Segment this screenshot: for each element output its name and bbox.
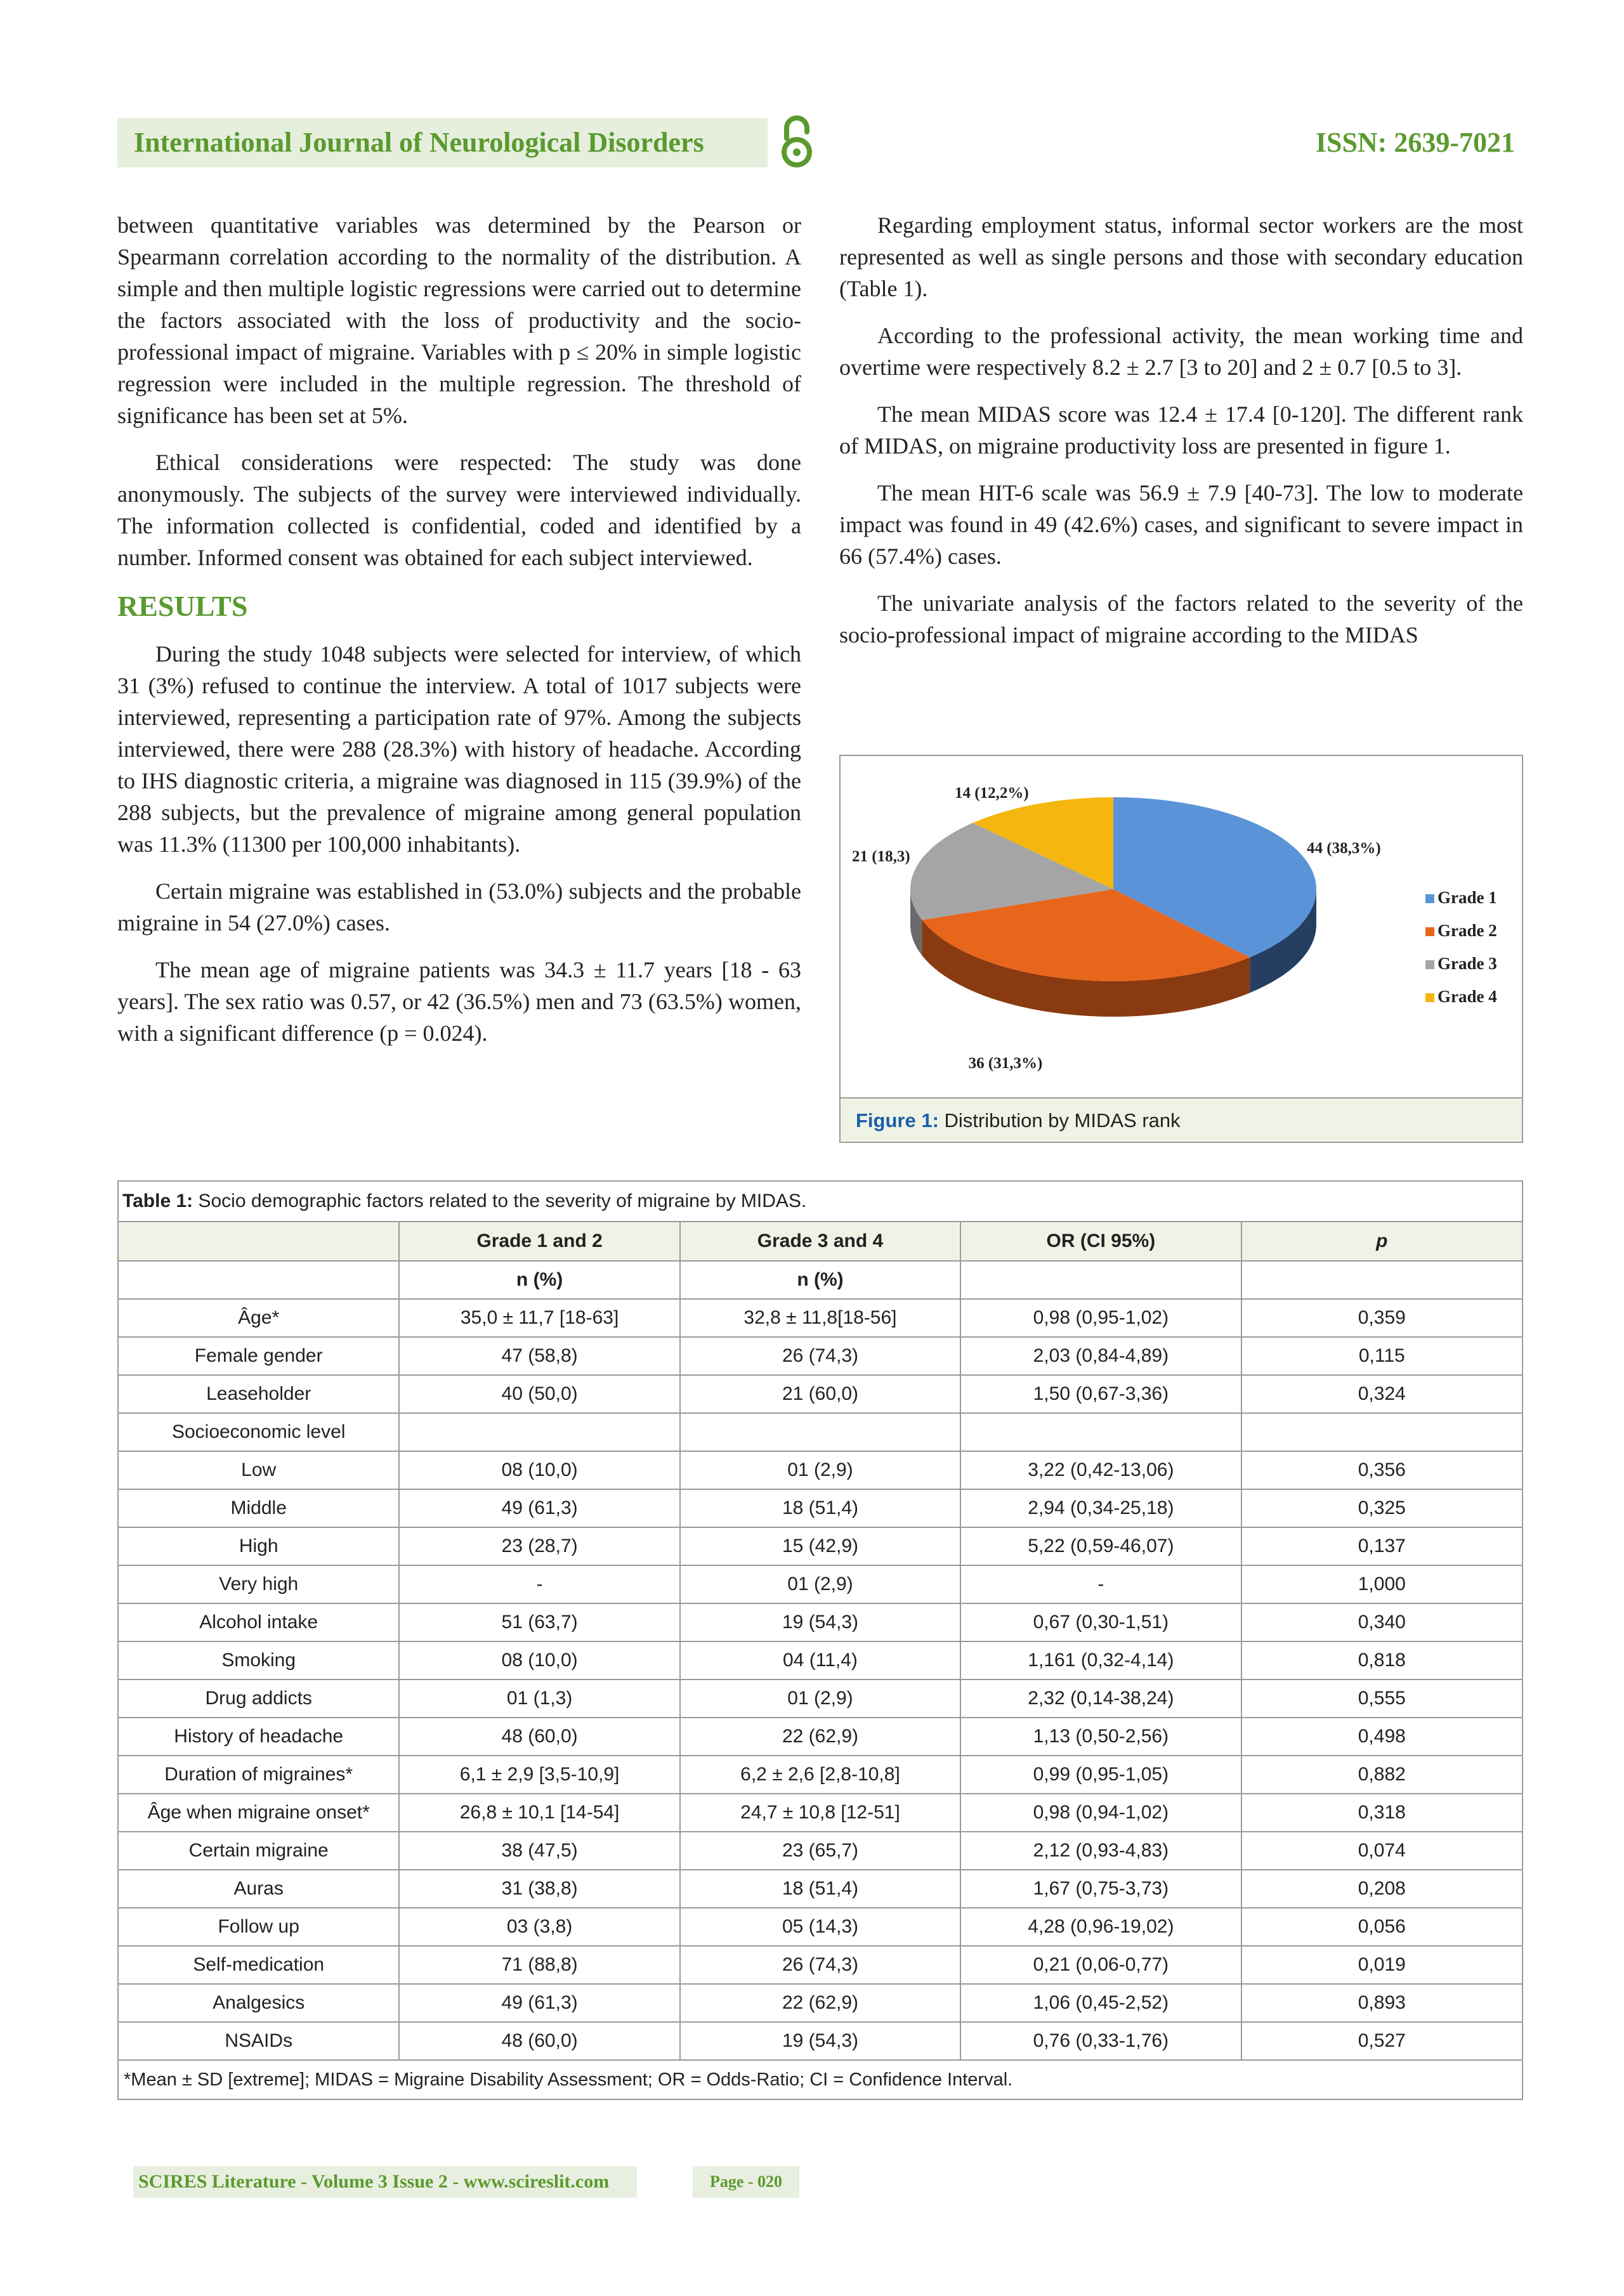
- table-cell: 0,356: [1241, 1451, 1522, 1489]
- table-cell: Alcohol intake: [119, 1603, 399, 1641]
- table-cell: 23 (65,7): [680, 1832, 960, 1870]
- header-cell: Grade 1 and 2: [399, 1222, 679, 1261]
- right-column: [839, 209, 1523, 666]
- table-cell: Female gender: [119, 1337, 399, 1375]
- subheader-cell: [119, 1261, 399, 1299]
- table-row: [119, 1299, 1522, 1337]
- table-cell: 26 (74,3): [680, 1946, 960, 1984]
- table-cell: 0,324: [1241, 1375, 1522, 1413]
- table-cell: 0,882: [1241, 1756, 1522, 1794]
- legend-label-3: Grade 3: [1437, 954, 1497, 973]
- table-cell: 26 (74,3): [680, 1337, 960, 1375]
- table-cell: [399, 1413, 679, 1451]
- table-row: [119, 1451, 1522, 1489]
- table-subheader-row: [119, 1261, 1522, 1299]
- table-cell: 0,76 (0,33-1,76): [960, 2022, 1241, 2060]
- table-cell: 15 (42,9): [680, 1527, 960, 1565]
- table-cell: 0,056: [1241, 1908, 1522, 1946]
- table-row: [119, 1337, 1522, 1375]
- table-cell: 2,94 (0,34-25,18): [960, 1489, 1241, 1527]
- table-cell: 2,12 (0,93-4,83): [960, 1832, 1241, 1870]
- table-row: [119, 1375, 1522, 1413]
- table-cell: 26,8 ± 10,1 [14-54]: [399, 1794, 679, 1832]
- table-cell: 1,161 (0,32-4,14): [960, 1641, 1241, 1680]
- table-cell: Drug addicts: [119, 1680, 399, 1718]
- table-cell: 51 (63,7): [399, 1603, 679, 1641]
- issn: ISSN: 2639-7021: [1315, 127, 1515, 158]
- left-paragraph-2: Ethical considerations were respected: The study was done anonymously. The subjects of the survey were interviewed individually. The information collected is confidential, coded and identified by a number. Informed consent was obtained for each subject interviewed.: [117, 450, 801, 570]
- table-title: [119, 1182, 1522, 1221]
- table-cell: 0,99 (0,95-1,05): [960, 1756, 1241, 1794]
- table-cell: NSAIDs: [119, 2022, 399, 2060]
- figure-caption: [841, 1097, 1522, 1142]
- left-paragraph-1: between quantitative variables was determined by the Pearson or Spearmann correlation according to the normality of the distribution. A simple and then multiple logistic regressions were carried out to determine the factors associated with the loss of productivity and the socio-professional impact of migraine. Variables with p ≤ 20% in simple logistic regression were included in the multiple regression. The threshold of significance has been set at 5%.: [117, 212, 801, 428]
- header-cell: Grade 3 and 4: [680, 1222, 960, 1261]
- journal-title: International Journal of Neurological Disorders: [117, 118, 768, 167]
- table-label: Table 1:: [122, 1190, 193, 1211]
- table-cell: 05 (14,3): [680, 1908, 960, 1946]
- pie-chart: [841, 756, 1522, 1099]
- table-row: [119, 1680, 1522, 1718]
- table-cell: 0,137: [1241, 1527, 1522, 1565]
- table-cell: [680, 1413, 960, 1451]
- table-cell: 49 (61,3): [399, 1984, 679, 2022]
- figure-caption-text: Distribution by MIDAS rank: [938, 1109, 1181, 1132]
- table-cell: 04 (11,4): [680, 1641, 960, 1680]
- footer-page: Page - 020: [693, 2166, 799, 2198]
- table-cell: 03 (3,8): [399, 1908, 679, 1946]
- table-cell: 0,21 (0,06-0,77): [960, 1946, 1241, 1984]
- table-cell: Duration of migraines*: [119, 1756, 399, 1794]
- table-cell: 01 (2,9): [680, 1565, 960, 1603]
- header-cell: p: [1241, 1222, 1522, 1261]
- table-cell: 0,208: [1241, 1870, 1522, 1908]
- open-access-icon: [778, 114, 816, 171]
- table-cell: 18 (51,4): [680, 1489, 960, 1527]
- table-cell: Smoking: [119, 1641, 399, 1680]
- table-cell: 0,818: [1241, 1641, 1522, 1680]
- data-label-2: 36 (31,3%): [968, 1055, 1043, 1072]
- table-cell: 40 (50,0): [399, 1375, 679, 1413]
- table-row: [119, 1946, 1522, 1984]
- table-cell: Analgesics: [119, 1984, 399, 2022]
- table-row: [119, 1908, 1522, 1946]
- table-cell: 0,498: [1241, 1718, 1522, 1756]
- table-cell: 32,8 ± 11,8[18-56]: [680, 1299, 960, 1337]
- table-cell: 48 (60,0): [399, 1718, 679, 1756]
- table-cell: Auras: [119, 1870, 399, 1908]
- table-cell: 1,000: [1241, 1565, 1522, 1603]
- table-cell: 38 (47,5): [399, 1832, 679, 1870]
- data-table: [119, 1221, 1522, 2061]
- header-cell: OR (CI 95%): [960, 1222, 1241, 1261]
- figure-caption-label: Figure 1:: [856, 1109, 939, 1132]
- table-row: [119, 1565, 1522, 1603]
- table-cell: 22 (62,9): [680, 1718, 960, 1756]
- table-cell: High: [119, 1527, 399, 1565]
- table-cell: 0,074: [1241, 1832, 1522, 1870]
- table-cell: Leaseholder: [119, 1375, 399, 1413]
- table-cell: 0,98 (0,94-1,02): [960, 1794, 1241, 1832]
- table-cell: 4,28 (0,96-19,02): [960, 1908, 1241, 1946]
- table-cell: 31 (38,8): [399, 1870, 679, 1908]
- table-row: [119, 1794, 1522, 1832]
- table-cell: 1,06 (0,45-2,52): [960, 1984, 1241, 2022]
- legend-swatch-3: [1425, 960, 1434, 969]
- table-cell: 08 (10,0): [399, 1641, 679, 1680]
- table-cell: 0,019: [1241, 1946, 1522, 1984]
- table-row: [119, 1641, 1522, 1680]
- right-paragraph-3: The mean MIDAS score was 12.4 ± 17.4 [0-120]. The different rank of MIDAS, on migraine productivity loss are presented in figure 1.: [839, 401, 1523, 459]
- table-row: [119, 1984, 1522, 2022]
- table-cell: 19 (54,3): [680, 2022, 960, 2060]
- legend-swatch-4: [1425, 993, 1434, 1002]
- legend-label-1: Grade 1: [1437, 888, 1497, 907]
- table-cell: 01 (1,3): [399, 1680, 679, 1718]
- table-cell: Low: [119, 1451, 399, 1489]
- table-row: [119, 1527, 1522, 1565]
- table-cell: 0,527: [1241, 2022, 1522, 2060]
- table-cell: 3,22 (0,42-13,06): [960, 1451, 1241, 1489]
- table-cell: 48 (60,0): [399, 2022, 679, 2060]
- table-cell: 1,50 (0,67-3,36): [960, 1375, 1241, 1413]
- table-cell: Âge*: [119, 1299, 399, 1337]
- table-cell: 0,325: [1241, 1489, 1522, 1527]
- right-paragraph-2: According to the professional activity, the mean working time and overtime were respectively 8.2 ± 2.7 [3 to 20] and 2 ± 0.7 [0.5 to 3].: [839, 323, 1523, 380]
- table-cell: 0,318: [1241, 1794, 1522, 1832]
- table-row: [119, 2022, 1522, 2060]
- table-cell: 0,555: [1241, 1680, 1522, 1718]
- table-cell: 0,67 (0,30-1,51): [960, 1603, 1241, 1641]
- table-cell: 2,32 (0,14-38,24): [960, 1680, 1241, 1718]
- table-cell: Socioeconomic level: [119, 1413, 399, 1451]
- data-label-4: 14 (12,2%): [955, 785, 1029, 802]
- table-cell: -: [960, 1565, 1241, 1603]
- table-cell: 1,67 (0,75-3,73): [960, 1870, 1241, 1908]
- table-cell: 0,98 (0,95-1,02): [960, 1299, 1241, 1337]
- data-label-3: 21 (18,3): [852, 848, 910, 865]
- table-cell: 01 (2,9): [680, 1451, 960, 1489]
- table-row: [119, 1413, 1522, 1451]
- legend-swatch-2: [1425, 927, 1434, 936]
- table-cell: Self-medication: [119, 1946, 399, 1984]
- legend-label-2: Grade 2: [1437, 921, 1497, 940]
- table-cell: -: [399, 1565, 679, 1603]
- table-cell: Very high: [119, 1565, 399, 1603]
- table-cell: 6,1 ± 2,9 [3,5-10,9]: [399, 1756, 679, 1794]
- table-cell: History of headache: [119, 1718, 399, 1756]
- left-paragraph-5: The mean age of migraine patients was 34.3 ± 11.7 years [18 - 63 years]. The sex ratio was 0.57, or 42 (36.5%) men and 73 (63.5%) women, with a significant difference (p = 0.024).: [117, 957, 801, 1046]
- table-cell: 0,115: [1241, 1337, 1522, 1375]
- table-cell: 0,359: [1241, 1299, 1522, 1337]
- table-row: [119, 1603, 1522, 1641]
- table-cell: [960, 1413, 1241, 1451]
- table-1: [117, 1180, 1523, 2100]
- table-cell: 2,03 (0,84-4,89): [960, 1337, 1241, 1375]
- left-paragraph-3: During the study 1048 subjects were selected for interview, of which 31 (3%) refused to continue the interview. A total of 1017 subjects were interviewed, representing a participation rate of 97%. Among the subjects interviewed, there were 288 (28.3%) with history of headache. According to IHS diagnostic criteria, a migraine was diagnosed in 115 (39.9%) of the 288 subjects, but the prevalence of migraine among general population was 11.3% (11300 per 100,000 inhabitants).: [117, 641, 801, 857]
- legend-label-4: Grade 4: [1437, 987, 1497, 1006]
- table-cell: 6,2 ± 2,6 [2,8-10,8]: [680, 1756, 960, 1794]
- table-cell: Certain migraine: [119, 1832, 399, 1870]
- footer-citation: SCIRES Literature - Volume 3 Issue 2 - www.scireslit.com: [133, 2166, 637, 2198]
- table-cell: 18 (51,4): [680, 1870, 960, 1908]
- table-cell: 49 (61,3): [399, 1489, 679, 1527]
- subheader-cell: n (%): [399, 1261, 679, 1299]
- figure-1: [839, 755, 1523, 1143]
- table-cell: 24,7 ± 10,8 [12-51]: [680, 1794, 960, 1832]
- legend-swatch-1: [1425, 894, 1434, 903]
- table-cell: [1241, 1413, 1522, 1451]
- table-cell: 35,0 ± 11,7 [18-63]: [399, 1299, 679, 1337]
- table-cell: 0,893: [1241, 1984, 1522, 2022]
- table-cell: 21 (60,0): [680, 1375, 960, 1413]
- table-row: [119, 1870, 1522, 1908]
- results-heading: RESULTS: [117, 590, 248, 622]
- table-title-text: Socio demographic factors related to the severity of migraine by MIDAS.: [193, 1190, 807, 1211]
- subheader-cell: n (%): [680, 1261, 960, 1299]
- table-cell: 01 (2,9): [680, 1680, 960, 1718]
- right-paragraph-4: The mean HIT-6 scale was 56.9 ± 7.9 [40-73]. The low to moderate impact was found in 49 (42.6%) cases, and significant to severe impact in 66 (57.4%) cases.: [839, 480, 1523, 569]
- table-note: *Mean ± SD [extreme]; MIDAS = Migraine Disability Assessment; OR = Odds-Ratio; CI = Confidence Interval.: [124, 2070, 1013, 2090]
- subheader-cell: [960, 1261, 1241, 1299]
- header-cell: [119, 1222, 399, 1261]
- table-cell: 0,340: [1241, 1603, 1522, 1641]
- right-paragraph-5: The univariate analysis of the factors related to the severity of the socio-professional impact of migraine according to the MIDAS: [839, 590, 1523, 648]
- table-cell: 71 (88,8): [399, 1946, 679, 1984]
- table-cell: Âge when migraine onset*: [119, 1794, 399, 1832]
- table-cell: 22 (62,9): [680, 1984, 960, 2022]
- right-paragraph-1: Regarding employment status, informal sector workers are the most represented as well as single persons and those with secondary education (Table 1).: [839, 212, 1523, 301]
- table-cell: 08 (10,0): [399, 1451, 679, 1489]
- table-cell: Follow up: [119, 1908, 399, 1946]
- table-row: [119, 1832, 1522, 1870]
- left-column: [117, 209, 801, 1064]
- subheader-cell: [1241, 1261, 1522, 1299]
- data-label-1: 44 (38,3%): [1307, 840, 1381, 857]
- table-row: [119, 1718, 1522, 1756]
- table-cell: Middle: [119, 1489, 399, 1527]
- table-row: [119, 1756, 1522, 1794]
- table-row: [119, 1489, 1522, 1527]
- table-cell: 5,22 (0,59-46,07): [960, 1527, 1241, 1565]
- table-cell: 47 (58,8): [399, 1337, 679, 1375]
- table-header-row: [119, 1222, 1522, 1261]
- table-cell: 1,13 (0,50-2,56): [960, 1718, 1241, 1756]
- table-cell: 23 (28,7): [399, 1527, 679, 1565]
- left-paragraph-4: Certain migraine was established in (53.0%) subjects and the probable migraine in 54 (27.0%) cases.: [117, 878, 801, 936]
- table-cell: 19 (54,3): [680, 1603, 960, 1641]
